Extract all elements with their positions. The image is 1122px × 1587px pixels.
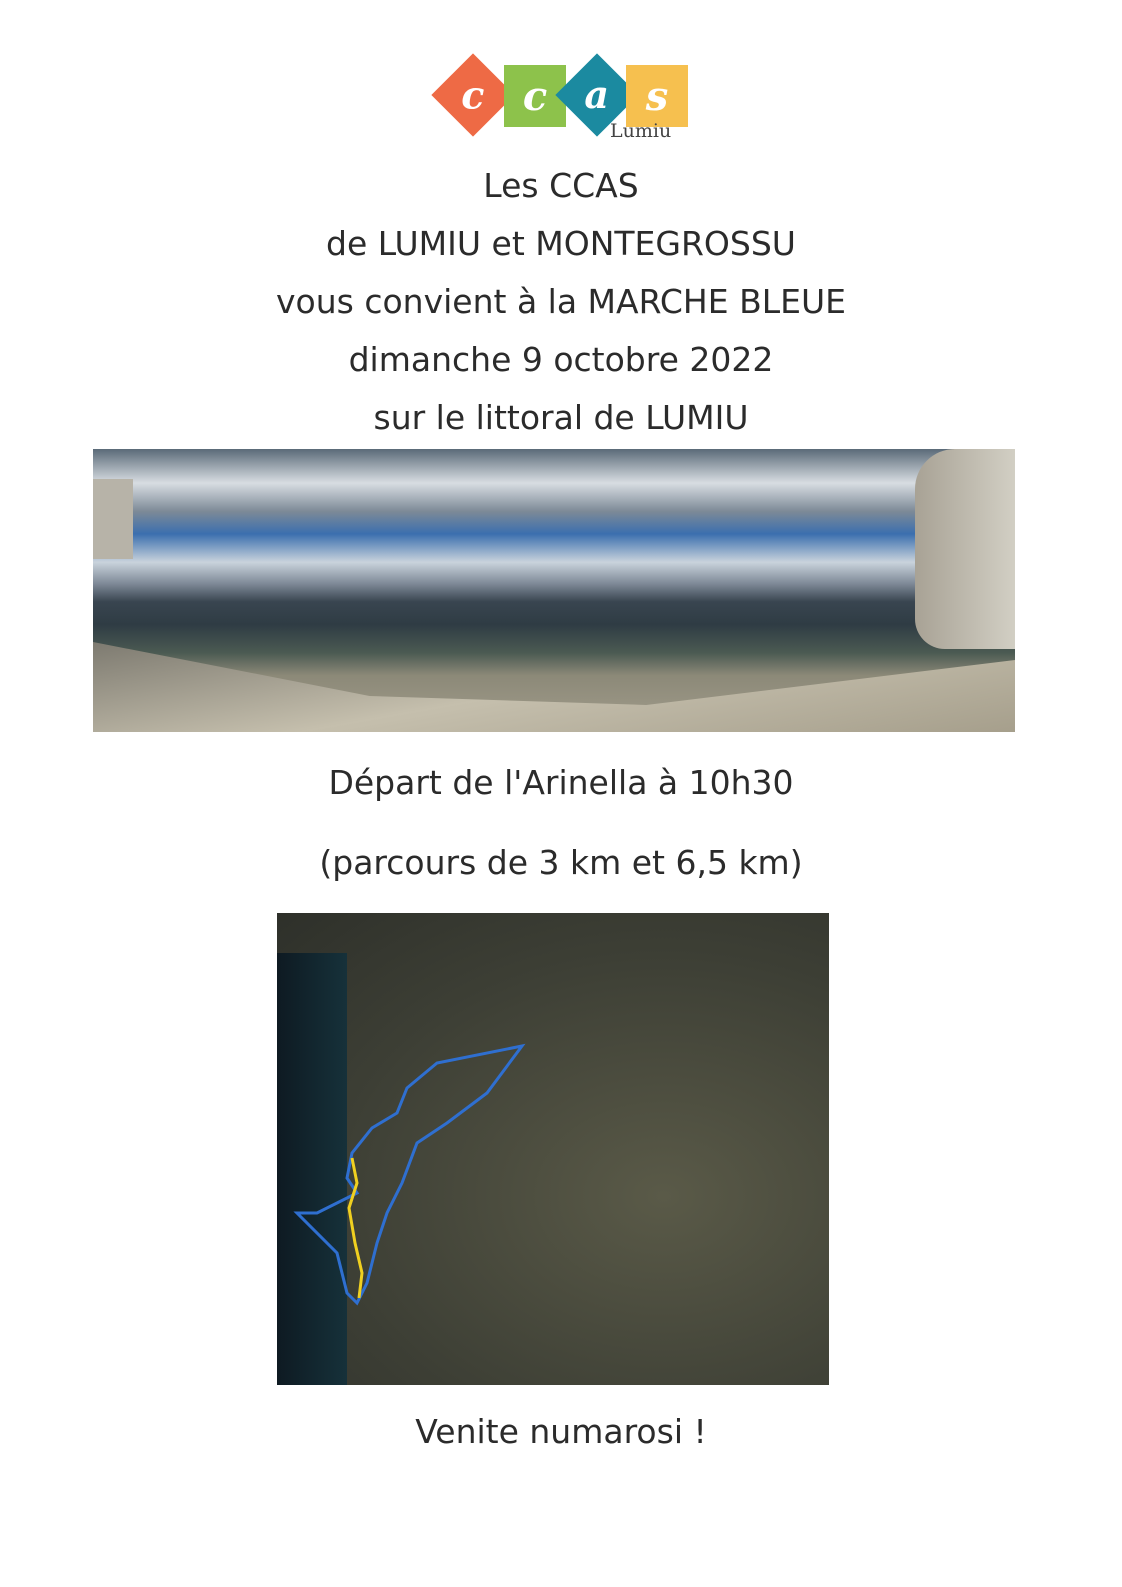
rock-right — [915, 449, 1015, 649]
route-satellite-map — [277, 913, 829, 1385]
coastline-panorama-photo — [93, 449, 1015, 732]
heading — [0, 157, 1122, 447]
route-overlay — [277, 913, 829, 1385]
logo-tile-c1 — [431, 53, 514, 136]
footer-text: Venite numarosi ! — [415, 1412, 707, 1451]
route-long — [297, 1046, 522, 1303]
ccas-logo — [430, 52, 690, 147]
logo-letter: s — [645, 72, 669, 120]
routes-text: (parcours de 3 km et 6,5 km) — [319, 843, 803, 882]
logo-letter: a — [584, 72, 610, 118]
departure-text: Départ de l'Arinella à 10h30 — [328, 763, 794, 802]
route-short — [349, 1158, 362, 1298]
heading-line: de LUMIU et MONTEGROSSU — [326, 224, 796, 263]
rocky-shore — [93, 642, 1015, 732]
heading-line: sur le littoral de LUMIU — [373, 398, 749, 437]
logo-letter: c — [522, 72, 548, 120]
logo-tile-s — [626, 65, 688, 127]
logo-letter: c — [461, 72, 485, 118]
heading-line: Les CCAS — [483, 166, 639, 205]
logo-subtitle: Lumiu — [610, 120, 672, 142]
heading-line: dimanche 9 octobre 2022 — [348, 340, 774, 379]
heading-line: vous convient à la MARCHE BLEUE — [276, 282, 846, 321]
rock-left — [93, 479, 133, 559]
